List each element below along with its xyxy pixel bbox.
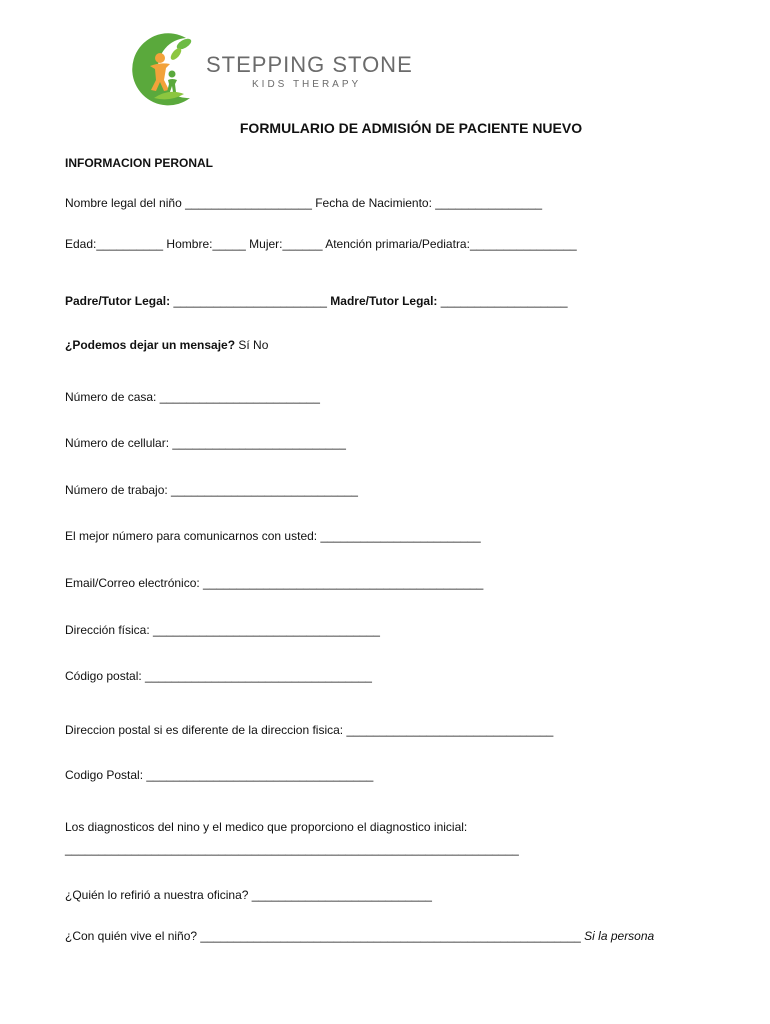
stepping-stone-logo-icon xyxy=(124,28,206,110)
form-title: FORMULARIO DE ADMISIÓN DE PACIENTE NUEVO xyxy=(239,120,583,136)
diagnosis-label: Los diagnosticos del nino y el medico que proporciono el diagnostico inicial: xyxy=(65,820,468,834)
work-phone-field[interactable]: Número de trabajo: ____________________________ xyxy=(65,483,358,497)
referral-field[interactable]: ¿Quién lo refirió a nuestra oficina? ___________________________ xyxy=(65,888,432,902)
leave-message-question[interactable] xyxy=(65,338,268,352)
lives-with-note: Si la persona xyxy=(580,929,655,943)
mother-guardian-blank[interactable]: ___________________ xyxy=(437,294,568,308)
guardian-fields[interactable] xyxy=(65,294,568,308)
leave-message-label: ¿Podemos dejar un mensaje? xyxy=(65,338,236,352)
logo-name: STEPPING STONE xyxy=(206,52,413,77)
company-logo xyxy=(124,28,424,110)
child-name-birthdate-field[interactable]: Nombre legal del niño ___________________ Fecha de Nacimiento: ________________ xyxy=(65,196,543,210)
mother-guardian-label: Madre/Tutor Legal: xyxy=(330,294,438,308)
lives-with-field[interactable] xyxy=(65,929,654,943)
leave-message-options[interactable]: Sí No xyxy=(235,338,269,352)
physical-address-field[interactable]: Dirección física: __________________________________ xyxy=(65,623,380,637)
father-guardian-label: Padre/Tutor Legal: xyxy=(65,294,171,308)
mailing-address-field[interactable]: Direccion postal si es diferente de la direccion fisica: _______________________________ xyxy=(65,723,554,737)
section-heading: INFORMACION PERONAL xyxy=(65,156,213,170)
logo-subtitle: KIDS THERAPY xyxy=(252,79,362,90)
age-gender-pediatrician-field[interactable]: Edad:__________ Hombre:_____ Mujer:______ Atención primaria/Pediatra:________________ xyxy=(65,237,577,251)
diagnosis-blank[interactable]: ____________________________________________________________________ xyxy=(65,842,519,856)
best-number-field[interactable]: El mejor número para comunicarnos con usted: ________________________ xyxy=(65,529,481,543)
lives-with-label[interactable]: ¿Con quién vive el niño? _________________________________________________________ xyxy=(65,929,581,943)
father-guardian-blank[interactable]: _______________________ xyxy=(170,294,331,308)
cell-phone-field[interactable]: Número de cellular: __________________________ xyxy=(65,436,346,450)
email-field[interactable]: Email/Correo electrónico: __________________________________________ xyxy=(65,576,484,590)
home-phone-field[interactable]: Número de casa: ________________________ xyxy=(65,390,320,404)
mailing-postal-code-field[interactable]: Codigo Postal: __________________________________ xyxy=(65,768,374,782)
postal-code-field[interactable]: Código postal: __________________________________ xyxy=(65,669,372,683)
